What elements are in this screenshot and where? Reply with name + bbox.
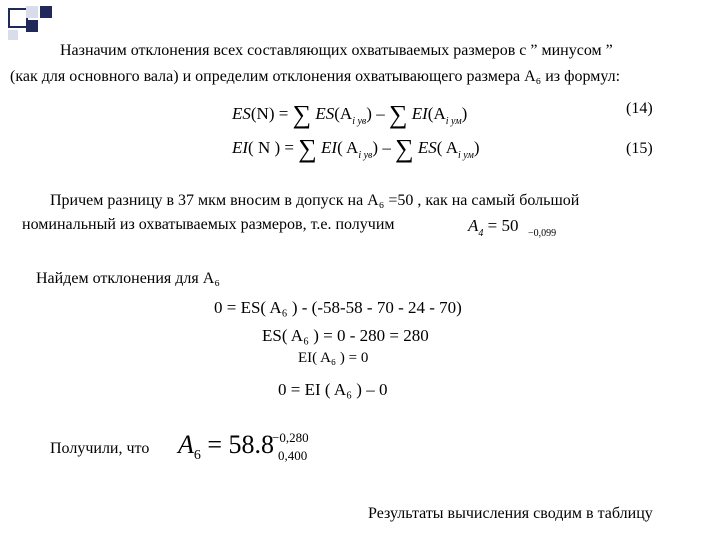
f15-sum-2: ∑: [395, 134, 414, 163]
result-label: Получили, что: [50, 440, 150, 457]
f15-t1: EI: [321, 138, 338, 157]
f14-t1-close: ): [366, 104, 372, 123]
formula-14: [232, 100, 467, 130]
f15-t1-sub: i ув: [358, 150, 373, 161]
f14-sum-2: ∑: [388, 100, 408, 129]
f14-sum-1: ∑: [292, 100, 312, 129]
result-formula: [178, 430, 274, 464]
formula-15: [232, 134, 480, 164]
result-upper-deviation: −0,280: [272, 430, 309, 445]
section-heading: Найдем отклонения для А₆: [36, 270, 220, 287]
decor-square-dark-1: [40, 6, 52, 18]
paragraph1-line2: (как для основного вала) и определим отклонения охватывающего размера А₆ из формул:: [10, 68, 621, 85]
f14-arg: (N) =: [250, 104, 289, 123]
f15-t1-close: ): [372, 138, 379, 157]
f14-minus: –: [376, 104, 385, 123]
section-eq1: 0 = ES( A₆ ) - (-58-58 - 70 - 24 - 70): [214, 298, 462, 317]
result-subscript: 6: [193, 448, 201, 463]
decor-square-light-2: [8, 30, 18, 40]
f15-minus: –: [382, 138, 391, 157]
f14-t2-sub: i ум: [445, 116, 462, 127]
a4-deviation: −0,099: [528, 228, 557, 239]
section-eq2: ES( A₆ ) = 0 - 280 = 280: [262, 326, 429, 345]
result-symbol: A: [178, 430, 194, 459]
f15-t2-close: ): [473, 138, 480, 157]
f14-t2-close: ): [461, 104, 468, 123]
decor-square-outline-1: [8, 8, 28, 28]
paragraph1-line1: Назначим отклонения всех составляющих охватываемых размеров с ” минусом ”: [60, 42, 613, 59]
f15-arg: ( N ) =: [248, 138, 294, 157]
f15-t2: ES: [417, 138, 437, 157]
a4-formula: [468, 216, 518, 239]
f14-lhs: ES: [232, 104, 251, 123]
section-eq4: 0 = EI ( A₆ ) – 0: [278, 380, 388, 399]
f14-t1-arg: (A: [334, 104, 353, 123]
result-equals: = 58.8: [207, 430, 275, 459]
decor-square-dark-2: [26, 20, 38, 32]
footer-text: Результаты вычисления сводим в таблицу: [368, 505, 653, 522]
paragraph2-line2: номинальный из охватываемых размеров, т.е. получим: [22, 216, 395, 233]
f14-t1: ES: [315, 104, 335, 123]
a4-equals: = 50: [487, 216, 519, 235]
section-eq3: EI( A₆ ) = 0: [298, 350, 369, 366]
f14-t2: EI: [411, 104, 428, 123]
f15-t1-arg: ( A: [337, 138, 359, 157]
a4-symbol: A: [468, 216, 479, 235]
f15-lhs: EI: [232, 138, 249, 157]
f15-t2-sub: i ум: [458, 150, 474, 161]
f15-sum-1: ∑: [298, 134, 317, 163]
a4-subscript: 4: [478, 228, 484, 239]
formula-15-number: (15): [626, 140, 653, 157]
f14-t2-arg: (A: [427, 104, 446, 123]
f14-t1-sub: i ув: [352, 116, 367, 127]
f15-t2-arg: ( A: [436, 138, 458, 157]
formula-14-number: (14): [626, 100, 653, 117]
paragraph2-line1: Причем разницу в 37 мкм вносим в допуск на А₆ =50 , как на самый большой: [50, 192, 580, 209]
decor-square-light-1: [26, 6, 38, 18]
result-lower-deviation: 0,400: [278, 448, 308, 463]
